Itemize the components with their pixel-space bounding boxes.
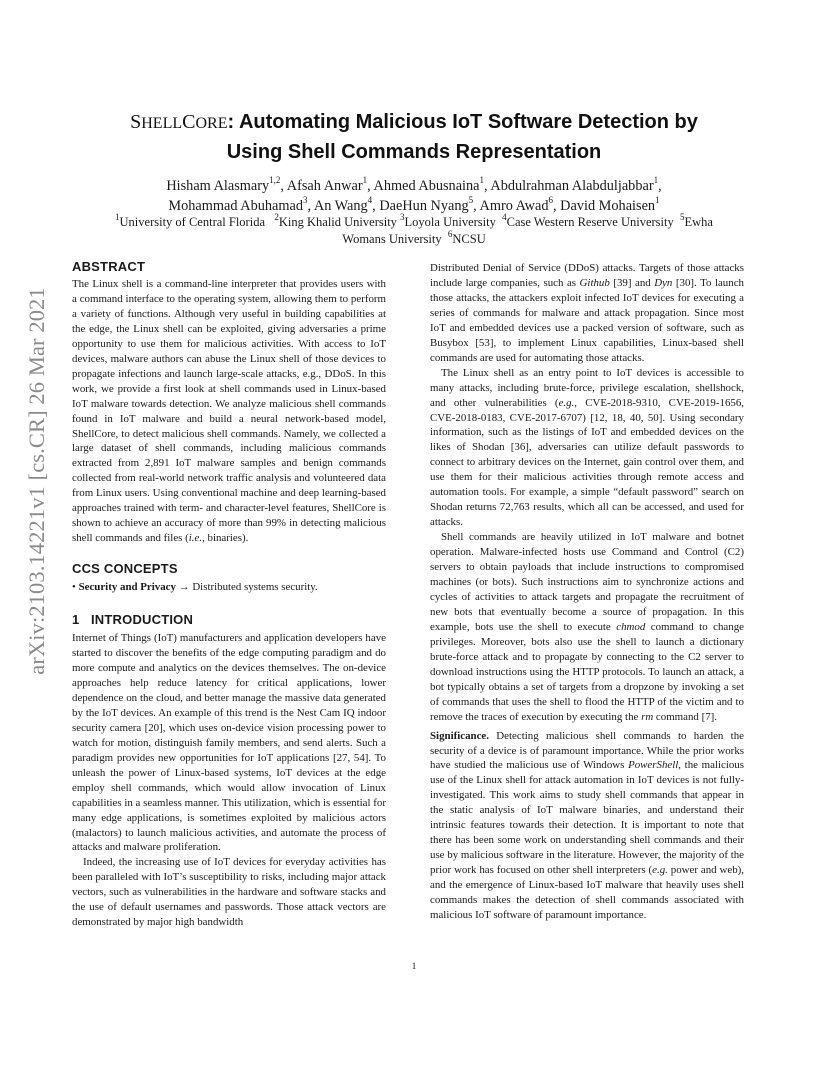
affiliation: $^5$Ewha	[679, 211, 713, 229]
author: Amro Awad$^6$,	[479, 195, 561, 214]
author: An Wang$^4$,	[313, 195, 380, 214]
author: Hisham Alasmary$^{1,2}$,	[166, 175, 287, 194]
author: Mohammad Abuhamad$^3$,	[168, 195, 314, 214]
right-column	[430, 261, 744, 923]
author: DaeHun Nyang$^5$,	[379, 195, 480, 214]
abstract-paragraph: The Linux shell is a command-line interpreter that provides users with a command interface to the operating system, allowing them to perform a variety of functions. Although very useful in building capabilities at the edge, the Linux shell can be exploited, giving adversaries a prime opportunity to use them for malicious activities. With access to IoT devices, malware authors can abuse the Linux shell of those devices to propagate infections and launch large-scale attacks, e.g., DDoS. In this work, we provide a first look at shell commands used in Linux-based IoT malware towards detection. We analyze malicious shell commands found in IoT malware and build a neural network-based model, ShellCore, to detect malicious shell commands. Namely, we collected a large dataset of shell commands, including malicious commands extracted from 2,891 IoT malware samples and benign commands collected from real-world network traffic analysis and volunteered data from Linux users. Using conventional machine and deep learning-based approaches trained with term- and character-level features, ShellCore is shown to achieve an accuracy of more than 99% in detecting malicious shell commands and files (i.e., binaries).	[72, 278, 386, 545]
author: David Mohaisen$^1$	[560, 195, 660, 214]
affiliation: Womans University	[342, 232, 442, 246]
arxiv-identifier-text: arXiv:2103.14221v1 [cs.CR] 26 Mar 2021	[24, 287, 49, 675]
abstract-heading: ABSTRACT	[72, 259, 146, 274]
page-number: 1	[411, 962, 417, 972]
significance-paragraph: Significance. Detecting malicious shell commands to harden the security of a device is of paramount importance. While the prior works have studied the malicious use of Windows PowerShell, the malicious use of the Linux shell for attack automation in IoT devices is not fully-investigated. This work aims to study shell commands that appear in the static analysis of IoT malware binaries, and understand their intrinsic features towards their detection. It is important to note that there has been some work on understanding shell commands and their use by malicious software in the literature. However, the majority of the prior work has focused on other shell interpreters (e.g. power and web), and the emergence of Linux-based IoT malware that heavily uses shell commands makes the detection of shell commands associated with malicious IoT software of paramount importance.	[430, 729, 744, 921]
intro-paragraph-1: Internet of Things (IoT) manufacturers and application developers have started to discover the benefits of the edge computing paradigm and do more compute and analytics on the devices themselves. The on-device approaches help reduce latency for critical applications, lower dependence on the cloud, and better manage the massive data generated by the IoT devices. An example of this trend is the Nest Cam IQ indoor security camera [20], which uses on-device vision processing power to watch for motion, distinguish family members, and send alerts. Such a paradigm provides new opportunities for IoT applications [27, 54]. To unleash the power of Linux-based systems, IoT devices at the edge employ shell commands, which would allow invocation of Linux capabilities in a seamless manner. This utilization, which is essential for many edge applications, is sometimes exploited by malicious actors (malactors) to launch malicious activities, and automate the process of attacks and malware proliferation.	[72, 632, 386, 854]
right-paragraph-2: The Linux shell as an entry point to IoT devices is accessible to many attacks, including brute-force, privilege escalation, shellshock, and other vulnerabilities (e.g., CVE-2018-9310, CVE-2019-1656, CVE-2018-0183, CVE-2017-6707) [12, 18, 40, 50]. Using secondary information, such as the listings of IoT and embedded devices on the likes of Shodan [36], adversaries can utilize default passwords to connect to arbitrary devices on the Internet, gain control over them, and use them for their malicious activities through remote access and automation tools. For example, a simple “default password” search on Shodan returns 72,763 results, which all can be accessed, and used for attacks.	[430, 366, 745, 529]
left-column	[72, 258, 386, 930]
affiliation: $^4$Case Western Reserve University	[502, 211, 674, 229]
author: Ahmed Abusnaina$^1$,	[373, 175, 491, 194]
ccs-concept: • Security and Privacy → Distributed systems security.	[72, 581, 318, 594]
affiliation-line-2	[80, 228, 748, 248]
arxiv-identifier	[22, 286, 52, 676]
author-list	[80, 176, 748, 216]
paper-title	[80, 108, 748, 166]
author-line-2	[80, 196, 748, 216]
right-paragraph-3: Shell commands are heavily utilized in IoT malware and botnet operation. Malware-infected hosts use Command and Control (C2) servers to obtain payloads that include instructions to compromised machines (or bots). Such instructions aim to synchronize actions and cycles of activities to attack targets and propagate the recruitment of new bots that eventually become a source of propagation. In this example, bots use the shell to execute chmod command to change privileges. Moreover, bots also use the shell to launch a dictionary brute-force attack and to propagate by connecting to the C2 server to download instructions using the HTTP protocols. To launch an attack, a bot typically obtains a set of targets from a dropzone by invoking a set of commands that uses the shell to flood the HTTP of the victim and to remove the traces of execution by executing the rm command [7].	[430, 531, 744, 723]
ccs-heading: CCS CONCEPTS	[72, 561, 178, 577]
intro-paragraph-2: Indeed, the increasing use of IoT devices for everyday activities has been paralleled with IoT’s susceptibility to risks, including major attack vectors, such as vulnerabilities in the hardware and software stacks and the use of default usernames and passwords. Those attack vectors are demonstrated by major high bandwidth	[72, 856, 386, 929]
affiliation: $^1$University of Central Florida	[115, 211, 265, 229]
affiliation: $^6$NCSU	[447, 228, 486, 246]
author: Afsah Anwar$^1$,	[286, 175, 374, 194]
author: Abdulrahman Alabduljabbar$^1$,	[490, 175, 662, 194]
title-line-2: Using Shell Commands Representation	[226, 141, 602, 163]
affiliation: $^3$Loyola University	[400, 211, 496, 229]
introduction-heading: 1 INTRODUCTION	[72, 612, 194, 628]
affiliation-line-1	[80, 211, 748, 231]
right-paragraph-1: Distributed Denial of Service (DDoS) attacks. Targets of those attacks include large companies, such as Github [39] and Dyn [30]. To launch those attacks, the attackers exploit infected IoT devices for executing a series of commands for malware and attack propagation. Since most IoT and embedded devices use a packed version of software, such as Busybox [53], to implement Linux capabilities, Linux-based shell commands are used for automating those attacks.	[430, 262, 744, 364]
title-line-1: SHELLCORE: Automating Malicious IoT Software Detection by	[130, 111, 698, 133]
author-line-1	[80, 176, 748, 196]
affiliation: $^2$King Khalid University	[274, 211, 397, 229]
affiliations	[80, 211, 748, 248]
